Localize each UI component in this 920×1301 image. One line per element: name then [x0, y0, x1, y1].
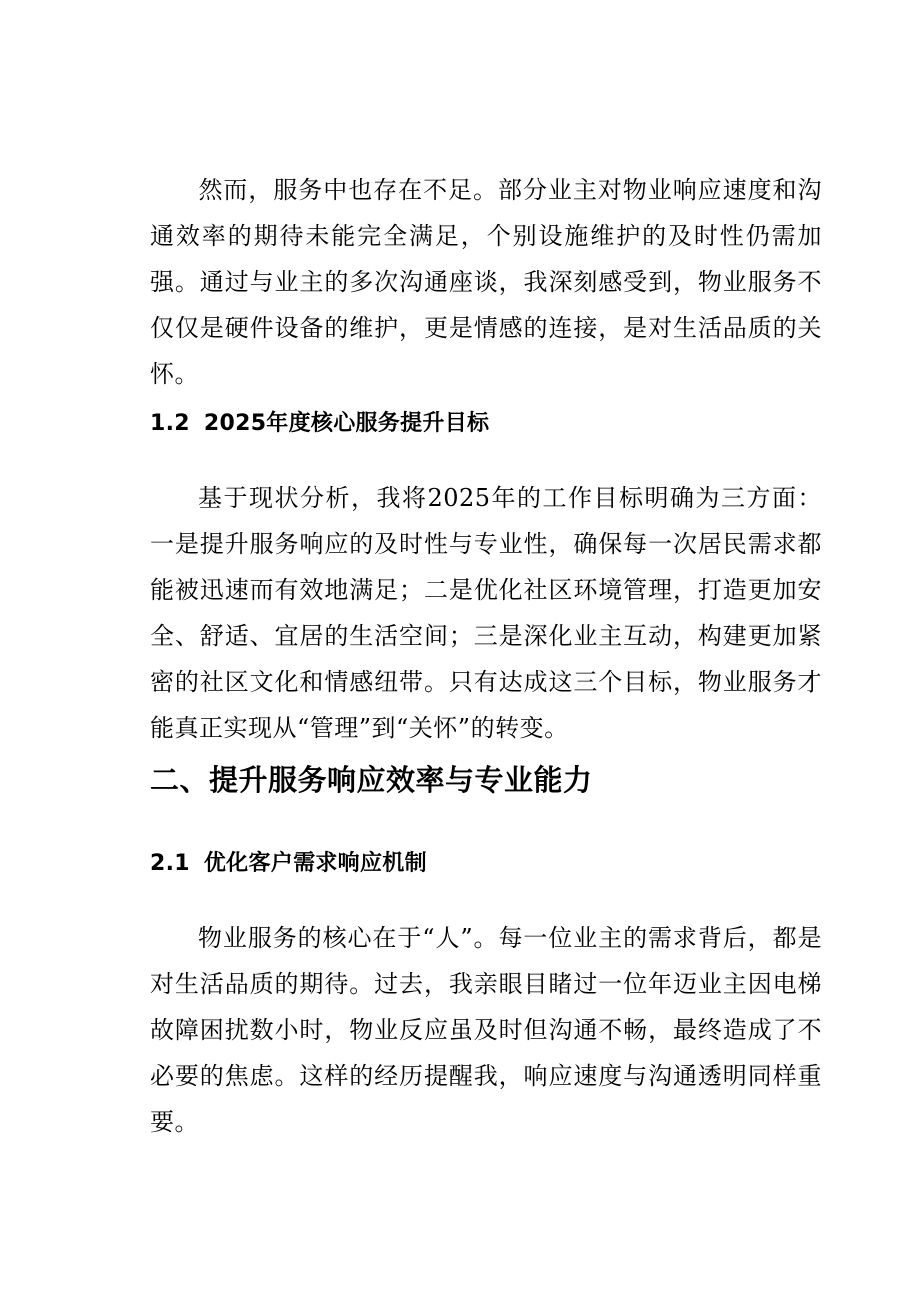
paragraph-text: 基于现状分析，我将2025年的工作目标明确为三方面：一是提升服务响应的及时性与专业性，确保每一次居民需求都能被迅速而有效地满足；二是优化社区环境管理，打造更加安全、舒适、宜居的生活空间；三是深化业主互动，构建更加紧密的社区文化和情感纽带。只有达成这三个目标，物业服务才能真正实现从“管理”到“关怀”的转变。: [150, 484, 822, 742]
paragraph-customer-needs: [150, 915, 822, 1145]
section-number: 1.2: [150, 411, 190, 436]
section-title: 2025年度核心服务提升目标: [203, 411, 490, 436]
chapter-heading-2: [150, 758, 593, 799]
section-title: 优化客户需求响应机制: [203, 851, 427, 876]
section-number: 2.1: [150, 851, 190, 876]
paragraph-text: 然而，服务中也存在不足。部分业主对物业响应速度和沟通效率的期待未能完全满足，个别设施维护的及时性仍需加强。通过与业主的多次沟通座谈，我深刻感受到，物业服务不仅仅是硬件设备的维护，更是情感的连接，是对生活品质的关怀。: [150, 176, 822, 388]
section-heading-2-1: [150, 846, 427, 877]
paragraph-service-shortcomings: [150, 167, 822, 397]
paragraph-text: 物业服务的核心在于“人”。每一位业主的需求背后，都是对生活品质的期待。过去，我亲眼目睹过一位年迈业主因电梯故障困扰数小时，物业反应虽及时但沟通不畅，最终造成了不必要的焦虑。这样的经历提醒我，响应速度与沟通透明同样重要。: [150, 924, 822, 1136]
paragraph-2025-goals: [150, 475, 822, 751]
chapter-title: 二、提升服务响应效率与专业能力: [150, 763, 593, 797]
section-heading-1-2: [150, 406, 489, 437]
